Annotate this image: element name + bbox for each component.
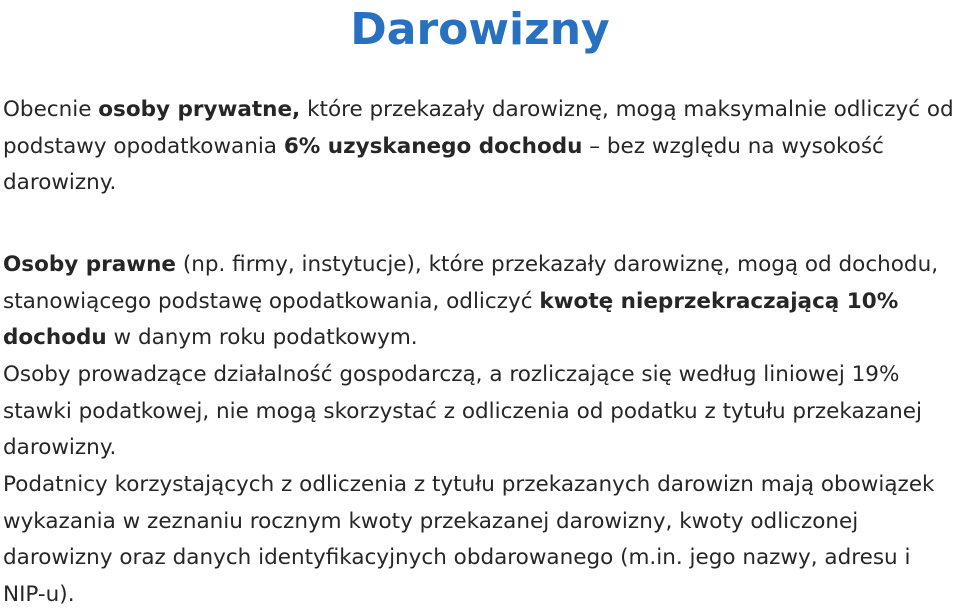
paragraph-private-persons — [3, 92, 955, 202]
text-segment: – bez względu na wysokość darowizny. — [3, 133, 884, 195]
text-segment: które przekazały darowiznę, mogą maksymalnie odliczyć od podstawy opodatkowania — [3, 97, 954, 159]
paragraph-business-linear-tax — [3, 357, 955, 467]
text-segment-bold: Osoby prawne — [3, 252, 176, 277]
text-segment-bold: kwotę nieprzekraczającą 10% dochodu — [3, 288, 899, 350]
text-segment: Obecnie — [3, 97, 99, 122]
text-segment: Podatnicy korzystających z odliczenia z tytułu przekazanych darowizn mają obowiązek wykazania w zeznaniu rocznym kwoty przekazanej darowizny, kwoty odliczonej darowizny oraz danych identyfikacyjnych obdarowanego (m.in. jego nazwy, adresu i NIP-u). — [3, 472, 935, 607]
text-segment-bold: 6% uzyskanego dochodu — [283, 133, 583, 159]
paragraph-reporting-obligation — [3, 467, 955, 613]
text-segment: (np. firmy, instytucje), które przekazały darowiznę, mogą od dochodu, stanowiącego podstawę opodatkowania, odliczyć — [3, 252, 939, 314]
text-segment: Osoby prowadzące działalność gospodarczą, a rozliczające się według liniowej 19% stawki podatkowej, nie mogą skorzystać z odliczenia od podatku z tytułu przekazanej darowizny. — [3, 362, 922, 460]
text-segment: w danym roku podatkowym. — [106, 325, 418, 350]
paragraph-legal-persons — [3, 247, 955, 357]
slide-title: Darowizny — [350, 4, 610, 55]
text-segment-bold: osoby prywatne, — [98, 97, 301, 122]
